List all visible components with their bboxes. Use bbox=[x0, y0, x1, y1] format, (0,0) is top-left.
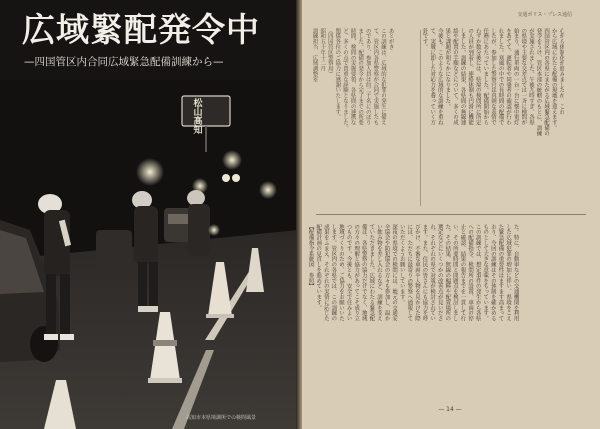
text-line: この訓練では、想定事件の発生から各県 bbox=[474, 224, 481, 322]
page-number: — 14 — bbox=[438, 406, 462, 413]
night-checkpoint-photo bbox=[0, 80, 298, 429]
text-line: のであり、参加人員は約二千名にのぼり bbox=[364, 28, 371, 126]
text-line: た。特に、自動車などの交通機関を利用 bbox=[512, 224, 519, 322]
section-divider bbox=[316, 214, 586, 215]
text-line: 発令をうけ、管区本部の統轄のもとに、訓練 bbox=[535, 28, 542, 136]
text-line: た。その結果、無線の輻輳や配置場所の bbox=[444, 224, 451, 322]
text-line: 訓練担当 広域調整室 bbox=[311, 28, 318, 82]
text-line: 止と確認、結果の報告までを一貫して行 bbox=[459, 224, 466, 322]
text-line: 始まり、通行車両の一台一台に懐中電灯 bbox=[512, 28, 519, 126]
text-line: つものです。今後とも、安全で住みよい bbox=[345, 224, 352, 322]
photo-caption: 高知市本県境調所での検問風景 bbox=[186, 415, 257, 421]
text-line: の人員が到着し、連絡体制も円滑に機能 bbox=[467, 28, 474, 126]
text-line: 任務にあたっていました。配備開始から bbox=[482, 28, 489, 126]
text-line: ものとして大きな意味をもっています。 bbox=[482, 224, 489, 322]
text-line: いただくようお願いしています。 bbox=[398, 224, 405, 305]
article-column-upper bbox=[420, 28, 564, 206]
text-line: た緊急配備の重要性はますます高まって bbox=[497, 224, 504, 322]
text-line: の方々の理解と協力があってこそ成り立 bbox=[353, 224, 360, 322]
text-line: ていただきました。広域にわたる緊急配 bbox=[368, 224, 375, 322]
text-line: おり、今回の訓練はその体制を確かめる bbox=[489, 224, 496, 322]
text-line: 地域づくりのため、ご協力をお願いいた bbox=[337, 224, 344, 322]
text-line: わずか数分後には、県境の検問所に所定 bbox=[474, 28, 481, 126]
text-line: した広域犯罪の増加に伴い、県境をこえ bbox=[505, 224, 512, 322]
text-line: い飲み物を差し入れるなど、訓練を支え bbox=[375, 224, 382, 322]
text-line: 果と課題が明らかになりました。 bbox=[444, 28, 451, 109]
text-line: しました。訓練の結果、各県間の無線連 bbox=[459, 28, 466, 126]
text-line: への配備指令、検問所の設置、車両の停 bbox=[467, 224, 474, 322]
text-line: 【配備指令系統図 参照】 bbox=[307, 224, 314, 289]
text-line: て、実戦に即した対応力を養っていく方 bbox=[429, 28, 436, 126]
text-line: から広域にわたる配備の現地を迎えます。 bbox=[550, 28, 557, 131]
text-line: をあてて、運転者や同乗者の確認が行わ bbox=[505, 28, 512, 126]
text-line: ます。また、住民の皆さんにも協力を呼 bbox=[421, 224, 428, 322]
text-line: 配備計画の見直しを進めています。 bbox=[315, 224, 322, 311]
text-line: て、管区内各県警察が合同で実施したも bbox=[372, 28, 379, 126]
text-line: 針です。 bbox=[421, 28, 428, 50]
page-subheadline: —四国管区内合同広域緊急配備訓練から— bbox=[24, 56, 224, 68]
text-line: します。管区内の各県では、この訓練の bbox=[330, 224, 337, 322]
text-line: 全協会や防犯協会の方々も参加し、温か bbox=[383, 224, 390, 322]
text-line: 関係各位のご協力に感謝いたします。 bbox=[334, 28, 341, 120]
text-line: 備は、各県警察の協力だけでなく、地域 bbox=[360, 224, 367, 322]
text-line: したが、参加した警察官は真剣な表情で bbox=[489, 28, 496, 126]
text-line: 絡や配置の手順などについて、多くの成 bbox=[451, 28, 458, 126]
afterword-block bbox=[310, 28, 414, 206]
page-headline: 広域緊配発令中 bbox=[22, 10, 260, 49]
text-line: 成果をふまえ、それぞれの実情に応じた bbox=[322, 224, 329, 322]
text-line: 選定などにいくつかの改善点が見いださ bbox=[436, 224, 443, 322]
running-head: 交通ポリス・プレス通信 bbox=[517, 12, 572, 18]
text-line: （四国管区警察局） bbox=[326, 28, 333, 77]
column-divider bbox=[420, 30, 421, 206]
article-block-upper bbox=[420, 28, 588, 206]
text-line: 今後も、このような広域的な訓練を重ね bbox=[436, 28, 443, 126]
text-line: 時間、検問の実施要領、各県間の連携な bbox=[349, 28, 356, 126]
road-sign-text: 松山 高知 bbox=[193, 99, 203, 136]
text-line: この訓練は、広域的な犯罪の発生に備え bbox=[379, 28, 386, 126]
text-line: ど、多くの点で貴重な経験となりました。 bbox=[341, 28, 348, 131]
text-page bbox=[302, 0, 600, 429]
article-block-lower bbox=[306, 224, 588, 400]
text-line: びかけ、不審な車両や人物を見かけた際 bbox=[413, 224, 420, 322]
text-line: 四国管区内の各県にまたがる広域緊急配備の bbox=[543, 28, 550, 136]
article-column-lower bbox=[306, 224, 519, 400]
text-line: の県境や主要な交差点では一斉に検問が bbox=[520, 28, 527, 126]
afterword-column bbox=[310, 28, 394, 206]
text-line: れ、それぞれの県で対策が検討されてい bbox=[429, 224, 436, 322]
text-line: 深夜の県境での検問には、地元の交通安 bbox=[391, 224, 398, 322]
text-line: れました。寒風の中での長時間の配備で bbox=[497, 28, 504, 126]
text-line: い、その所要時間と問題点を検討しまし bbox=[451, 224, 458, 322]
text-line: 心から体制化が進みましたが、これ bbox=[558, 28, 565, 115]
text-line: 昭和五十年十二月 bbox=[319, 28, 326, 72]
text-line: あとがき bbox=[387, 28, 394, 50]
text-line: が実施されました。午後九時すぎ、各県 bbox=[527, 28, 534, 126]
text-line: には、ただちに最寄りの警察へ通報して bbox=[406, 224, 413, 322]
photo-page bbox=[0, 0, 298, 429]
text-line: ました。配備の発令から完了までの所要 bbox=[357, 28, 364, 126]
